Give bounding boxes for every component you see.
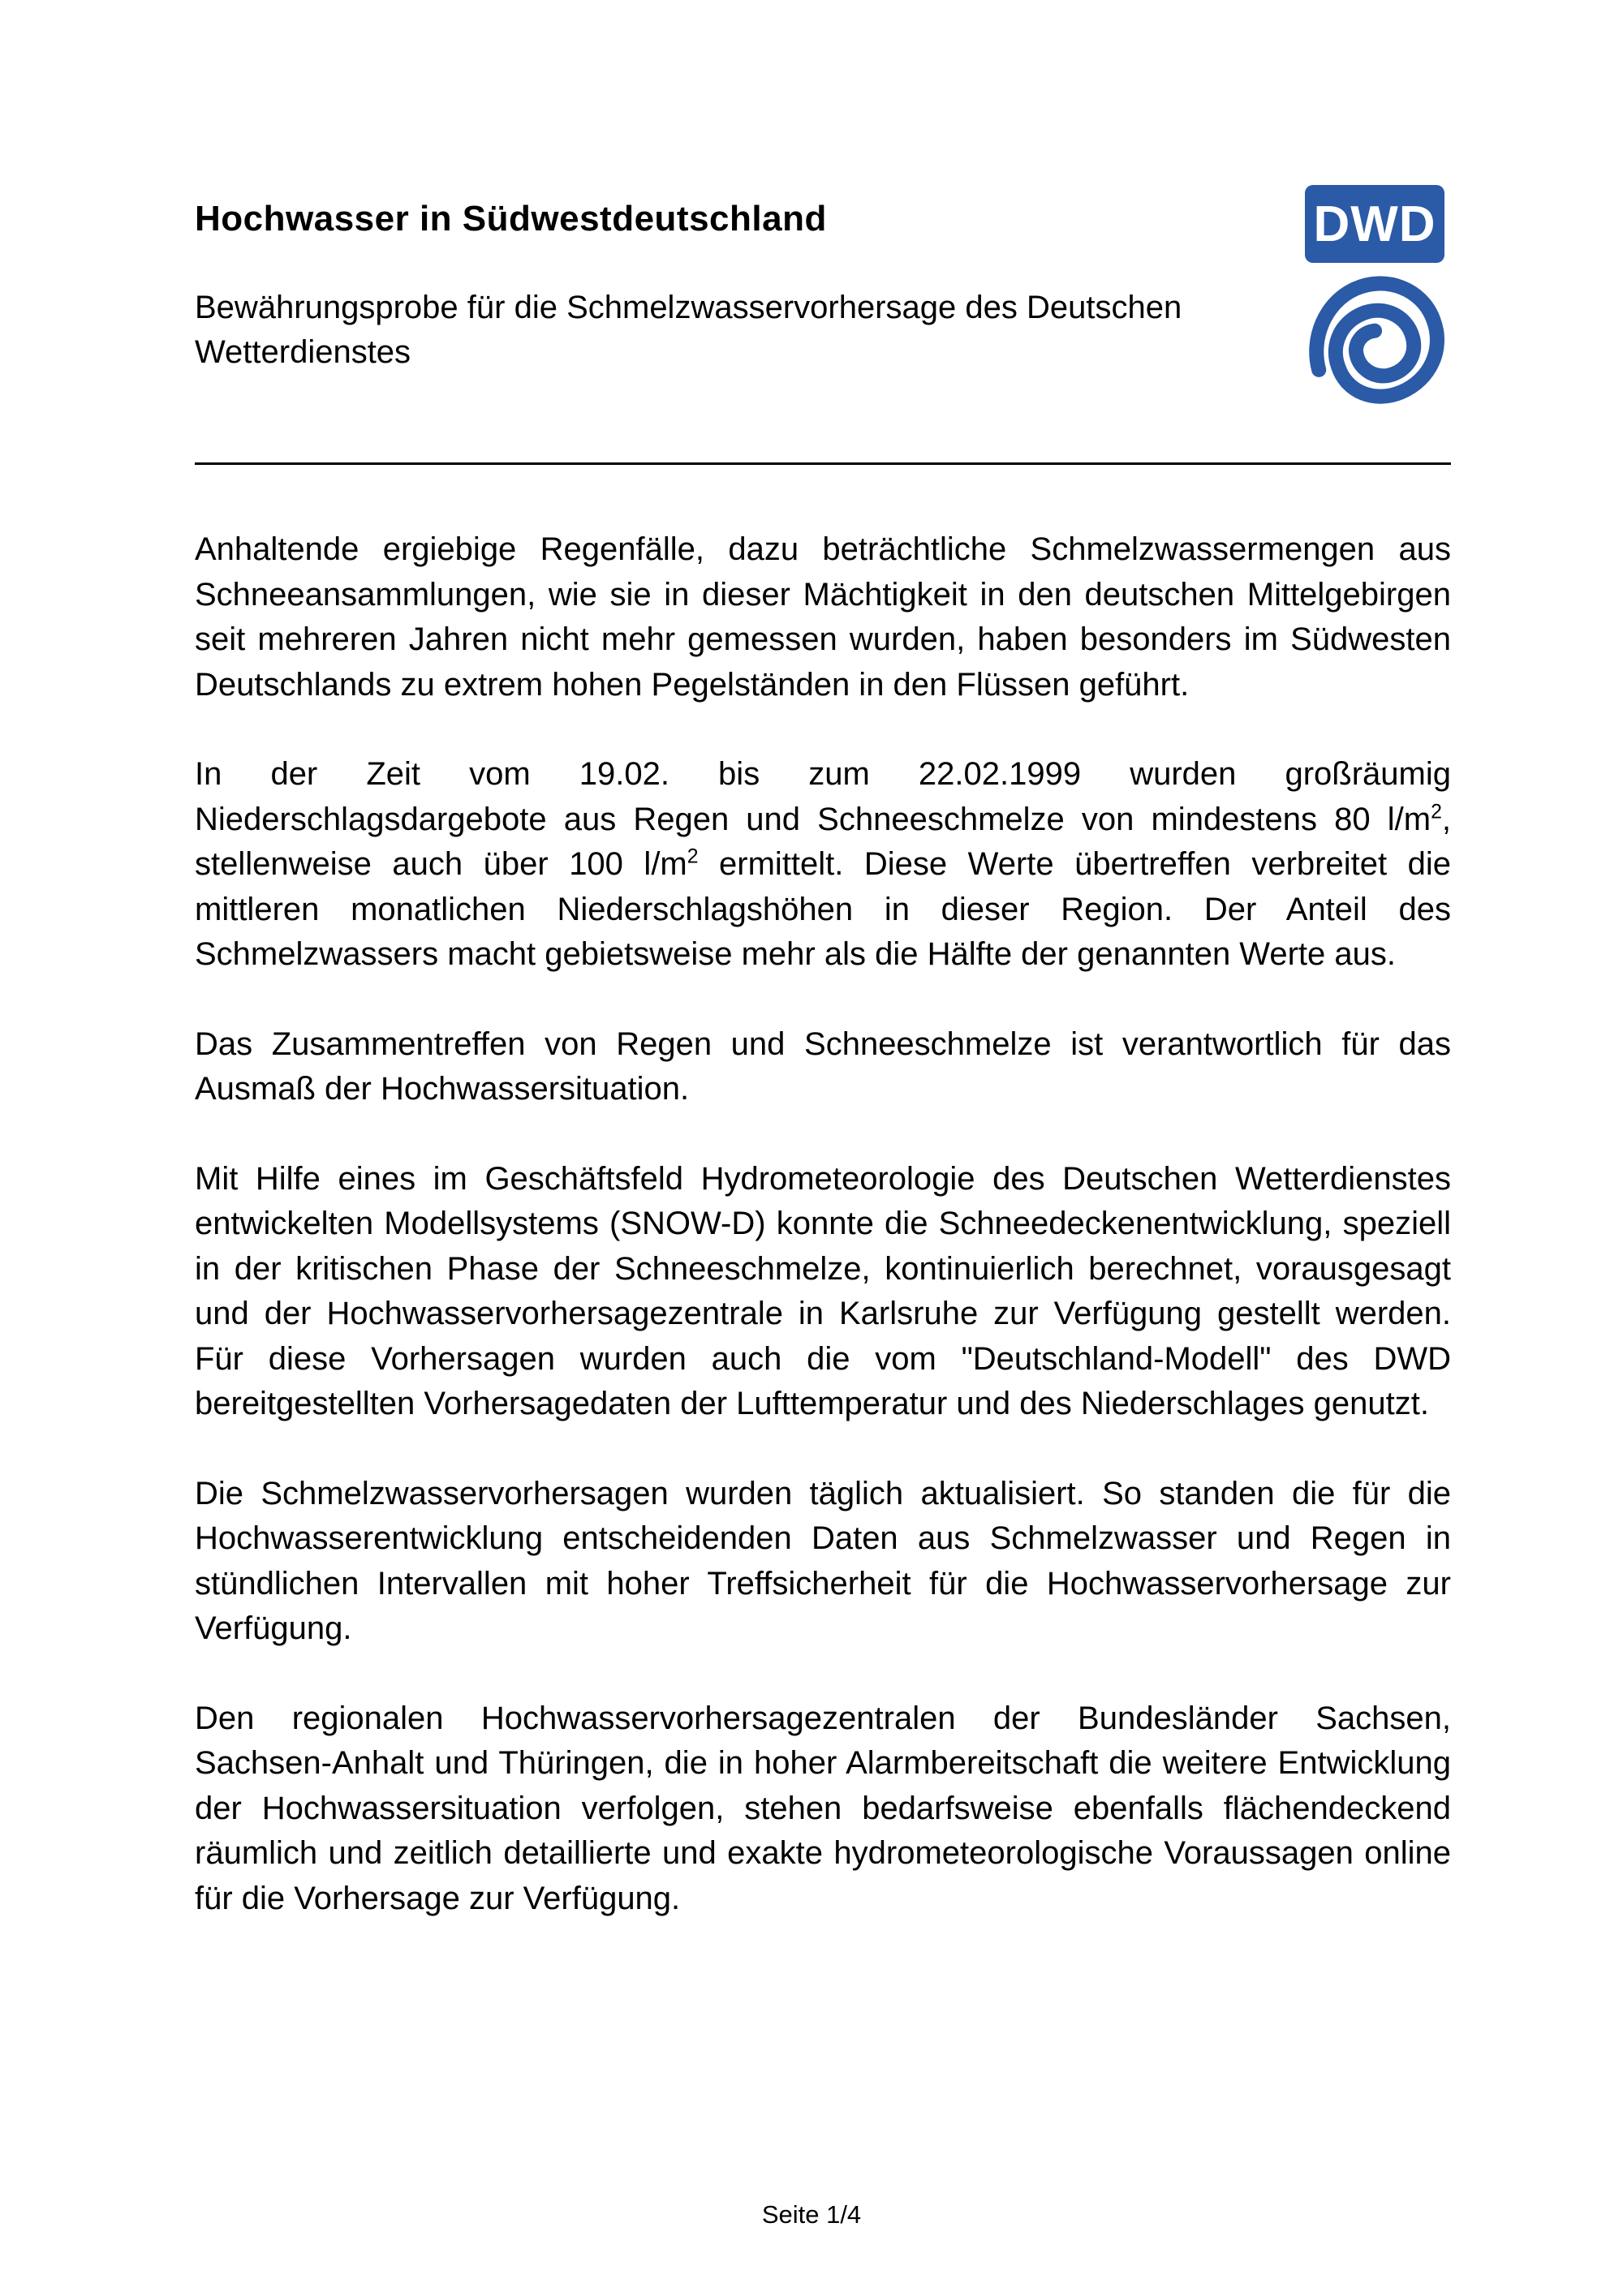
paragraph-regional-centers: Den regionalen Hochwasservorhersagezentralen der Bundesländer Sachsen, Sachsen-Anhalt und Thüringen, die in hoher Alarmbereitschaft die weitere Entwicklung der Hochwassersituation verfolgen, stehen bedarfsweise ebenfalls flächendeckend räumlich und zeitlich detaillierte und exakte hydrometeorologische Voraussagen online für die Vorhersage zur Verfügung. [195, 1700, 1451, 1916]
paragraph-snow-d-model: Mit Hilfe eines im Geschäftsfeld Hydrometeorologie des Deutschen Wetterdienstes entwickelten Modellsystems (SNOW-D) konnte die Schneedeckenentwicklung, speziell in der kritischen Phase der Schneeschmelze, kontinuierlich berechnet, vorausgesagt und der Hochwasservorhersagezentrale in Karlsruhe zur Verfügung gestellt werden. Für diese Vorhersagen wurden auch die vom "Deutschland-Modell" des DWD bereitgestellten Vorhersagedaten der Lufttemperatur und des Niederschlages genutzt. [195, 1160, 1451, 1421]
page-title: Hochwasser in Südwestdeutschland [195, 199, 827, 239]
dwd-logo [1305, 185, 1444, 412]
paragraph-rainfall-intro: Anhaltende ergiebige Regenfälle, dazu beträchtliche Schmelzwassermengen aus Schneeansammlungen, wie sie in dieser Mächtigkeit in den deutschen Mittelgebirgen seit mehreren Jahren nicht mehr gemessen wurden, haben besonders im Südwesten Deutschlands zu extrem hohen Pegelständen in den Flüssen geführt. [195, 531, 1451, 703]
superscript: 2 [1431, 801, 1442, 823]
document-body [195, 527, 1451, 1966]
dwd-logo-wordmark: DWD [1305, 185, 1444, 263]
text-run: ermittelt. Diese Werte übertreffen verbreitet die mittleren monatlichen Niederschlagshöhen in dieser Region. Der Anteil des Schmelzwassers macht gebietsweise mehr als die Hälfte der genannten Werte aus. [195, 846, 1451, 972]
dwd-swirl-icon [1305, 266, 1444, 412]
page-footer [0, 2200, 1623, 2229]
text-run: In der Zeit vom 19.02. bis zum 22.02.1999 wurden großräumig Niederschlagsdargebote aus Regen und Schneeschmelze von mindestens 80 l/m [195, 756, 1451, 837]
paragraph-precipitation-values [195, 752, 1451, 978]
paragraph-combination-cause: Das Zusammentreffen von Regen und Schneeschmelze ist verantwortlich für das Ausmaß der Hochwassersituation. [195, 1025, 1451, 1107]
header-divider [195, 462, 1451, 465]
superscript: 2 [687, 845, 699, 868]
page-subtitle: Bewährungsprobe für die Schmelzwasservorhersage des Deutschen Wetterdienstes [195, 290, 1182, 370]
paragraph-daily-updates: Die Schmelzwasservorhersagen wurden täglich aktualisiert. So standen die für die Hochwasserentwicklung entscheidenden Daten aus Schmelzwasser und Regen in stündlichen Intervallen mit hoher Treffsicherheit für die Hochwasservorhersage zur Verfügung. [195, 1475, 1451, 1646]
page-number: Seite 1/4 [761, 2200, 862, 2229]
text-run: , stellenweise auch über 100 l/m [195, 801, 1451, 882]
